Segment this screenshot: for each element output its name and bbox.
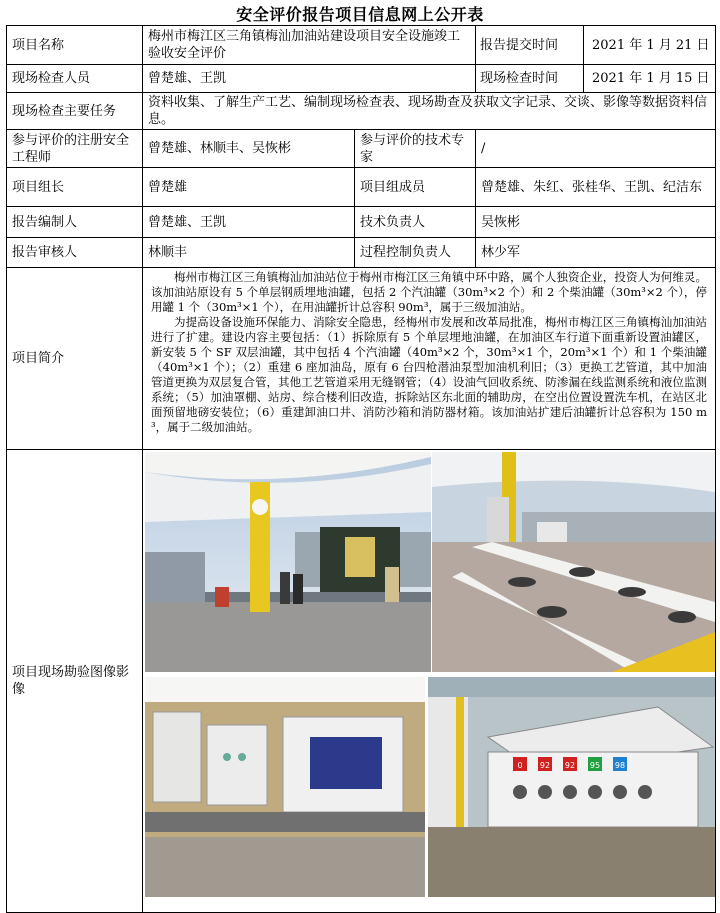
info-table <box>6 25 716 913</box>
intro-text <box>143 268 716 450</box>
label-team-members: 项目组成员 <box>355 168 476 207</box>
nozzle-label-3: 92 <box>564 761 576 770</box>
value-inspect-time: 2021 年 1 月 15 日 <box>592 71 710 86</box>
label-intro: 项目简介 <box>7 268 143 450</box>
label-main-tasks: 现场检查主要任务 <box>7 93 143 130</box>
row-inspectors <box>7 65 716 93</box>
value-process-lead: 林少军 <box>476 238 716 268</box>
row-photos <box>7 450 716 913</box>
label-inspectors: 现场检查人员 <box>7 65 143 93</box>
page-title: 安全评价报告项目信息网上公开表 <box>236 5 484 24</box>
value-engineers: 曾楚雄、林顺丰、吴恢彬 <box>143 130 355 168</box>
row-intro <box>7 268 716 450</box>
label-team-leader: 项目组长 <box>7 168 143 207</box>
value-experts: / <box>476 130 716 168</box>
row-engineers <box>7 130 716 168</box>
row-team-leader <box>7 168 716 207</box>
label-engineers: 参与评价的注册安全工程师 <box>7 130 143 168</box>
row-project-name <box>7 26 716 65</box>
nozzle-label-4: 95 <box>589 761 601 770</box>
row-main-tasks <box>7 93 716 130</box>
value-project-name: 梅州市梅江区三角镇梅汕加油站建设项目安全设施竣工验收安全评价 <box>143 26 476 65</box>
photo-forecourt <box>432 452 715 672</box>
photo-control-panels <box>145 677 425 897</box>
intro-paragraph-2: 为提高设备设施环保能力、消除安全隐患，经梅州市发展和改革局批准，梅州市梅江区三角镇梅汕加油站进行了扩建。建设内容主要包括：（1）拆除原有 5 个单层埋地油罐，在加油区车行道下面重新设置油罐区，新安装 5 个 SF 双层油罐，其中包括 4 个汽油罐（40m³×2 个，30m³×1 个，20m³×1 个）和 1 个柴油罐（40m³×1 个）；（2）重建 6 座加油岛，原有 6 台四枪潜油泵型加油机利旧；（3）更换工艺管道，其中加油管道更换为双层复合管，其他工艺管道采用无缝钢管；（4）设油气回收系统、防渗漏在线监测系统和液位监测系统；（5）加油罩棚、站房、综合楼利旧改造，拆除站区东北面的辅助房，在空出位置设置洗车机，在站区北面预留地磅安装位；（6）重建卸油口井、消防沙箱和消防器材箱。该加油站扩建后油罐折计总容积为 150 m³，属于二级加油站。 <box>151 315 707 434</box>
nozzle-label-5: 98 <box>614 761 626 770</box>
row-reviewer <box>7 238 716 268</box>
label-photos: 项目现场勘验图像影像 <box>7 450 143 913</box>
intro-paragraph-1: 梅州市梅江区三角镇梅汕加油站位于梅州市梅江区三角镇中环中路，属个人独资企业，投资人为何维灵。该加油站原设有 5 个单层钢质埋地油罐，包括 2 个汽油罐（30m³×2 个）和 2 个柴油罐（30m³×2 个），停用罐 1 个（30m³×1 个），在用油罐折计总容积 90m³，属于三级加油站。 <box>151 270 707 314</box>
nozzle-label-1: 0 <box>517 761 523 770</box>
nozzle-label-2: 92 <box>539 761 551 770</box>
value-main-tasks: 资料收集、了解生产工艺、编制现场检查表、现场勘查及获取文字记录、交谈、影像等数据资料信息。 <box>143 93 716 130</box>
label-project-name: 项目名称 <box>7 26 143 65</box>
label-compiler: 报告编制人 <box>7 207 143 238</box>
label-experts: 参与评价的技术专家 <box>355 130 476 168</box>
row-compiler <box>7 207 716 238</box>
value-inspectors: 曾楚雄、王凯 <box>143 65 476 93</box>
value-submit-time: 2021 年 1 月 21 日 <box>592 37 710 53</box>
label-reviewer: 报告审核人 <box>7 238 143 268</box>
value-team-members: 曾楚雄、朱红、张桂华、王凯、纪洁东 <box>476 168 716 207</box>
value-tech-lead: 吴恢彬 <box>476 207 716 238</box>
label-process-lead: 过程控制负责人 <box>355 238 476 268</box>
photos-cell <box>143 450 716 913</box>
label-submit-time: 报告提交时间 <box>476 26 584 64</box>
photo-valve-box <box>428 677 715 897</box>
label-inspect-time: 现场检查时间 <box>476 65 584 92</box>
value-reviewer: 林顺丰 <box>143 238 355 268</box>
value-team-leader: 曾楚雄 <box>143 168 355 207</box>
photo-canopy-people <box>145 452 431 672</box>
value-compiler: 曾楚雄、王凯 <box>143 207 355 238</box>
label-tech-lead: 技术负责人 <box>355 207 476 238</box>
